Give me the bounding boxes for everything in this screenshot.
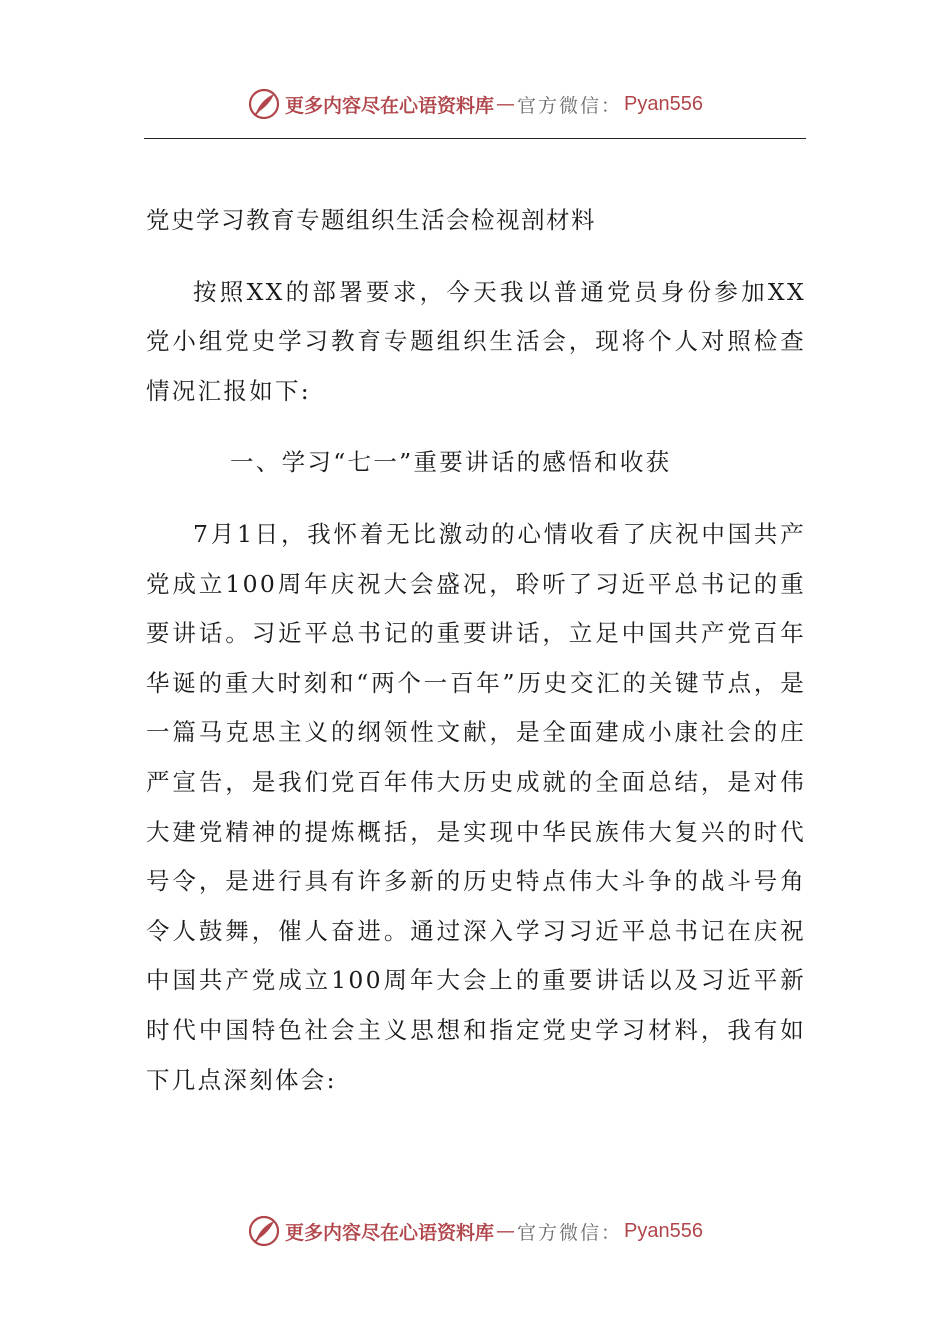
document-title: 党史学习教育专题组织生活会检视剖材料 bbox=[146, 206, 596, 234]
quill-pen-icon bbox=[247, 1214, 281, 1248]
quill-pen-icon bbox=[247, 87, 281, 121]
brand-name: 更多内容尽在心语资料库 bbox=[285, 1221, 495, 1244]
footer-watermark-banner bbox=[0, 1211, 950, 1251]
document-body bbox=[146, 196, 806, 1127]
banner-dash: — bbox=[496, 1220, 516, 1242]
section-1-paragraph: 7月1日，我怀着无比激动的心情收看了庆祝中国共产党成立100周年庆祝大会盛况，聆听了习近平总书记的重要讲话。习近平总书记的重要讲话，立足中国共产党百年华诞的重大时刻和“两个一百年”历史交汇的关键节点，是一篇马克思主义的纲领性文献，是全面建成小康社会的庄严宣告，是我们党百年伟大历史成就的全面总结，是对伟大建党精神的提炼概括，是实现中华民族伟大复兴的时代号令，是进行具有许多新的历史特点伟大斗争的战斗号角令人鼓舞，催人奋进。通过深入学习习近平总书记在庆祝中国共产党成立100周年大会上的重要讲话以及习近平新时代中国特色社会主义思想和指定党史学习材料，我有如下几点深刻体会: bbox=[146, 519, 806, 1094]
intro-paragraph: 按照XX的部署要求，今天我以普通党员身份参加XX党小组党史学习教育专题组织生活会，现将个人对照检查情况汇报如下: bbox=[146, 277, 806, 405]
official-wechat-label: 官方微信： bbox=[517, 1221, 623, 1244]
brand-name: 更多内容尽在心语资料库 bbox=[285, 94, 495, 117]
header-divider bbox=[144, 138, 806, 139]
wechat-id: Pyan556 bbox=[624, 92, 703, 115]
wechat-id: Pyan556 bbox=[624, 1219, 703, 1242]
header-watermark-banner bbox=[0, 84, 950, 124]
official-wechat-label: 官方微信： bbox=[517, 94, 623, 117]
section-1-heading: 一、学习“七一”重要讲话的感悟和收获 bbox=[230, 448, 672, 477]
banner-dash: — bbox=[496, 93, 516, 115]
